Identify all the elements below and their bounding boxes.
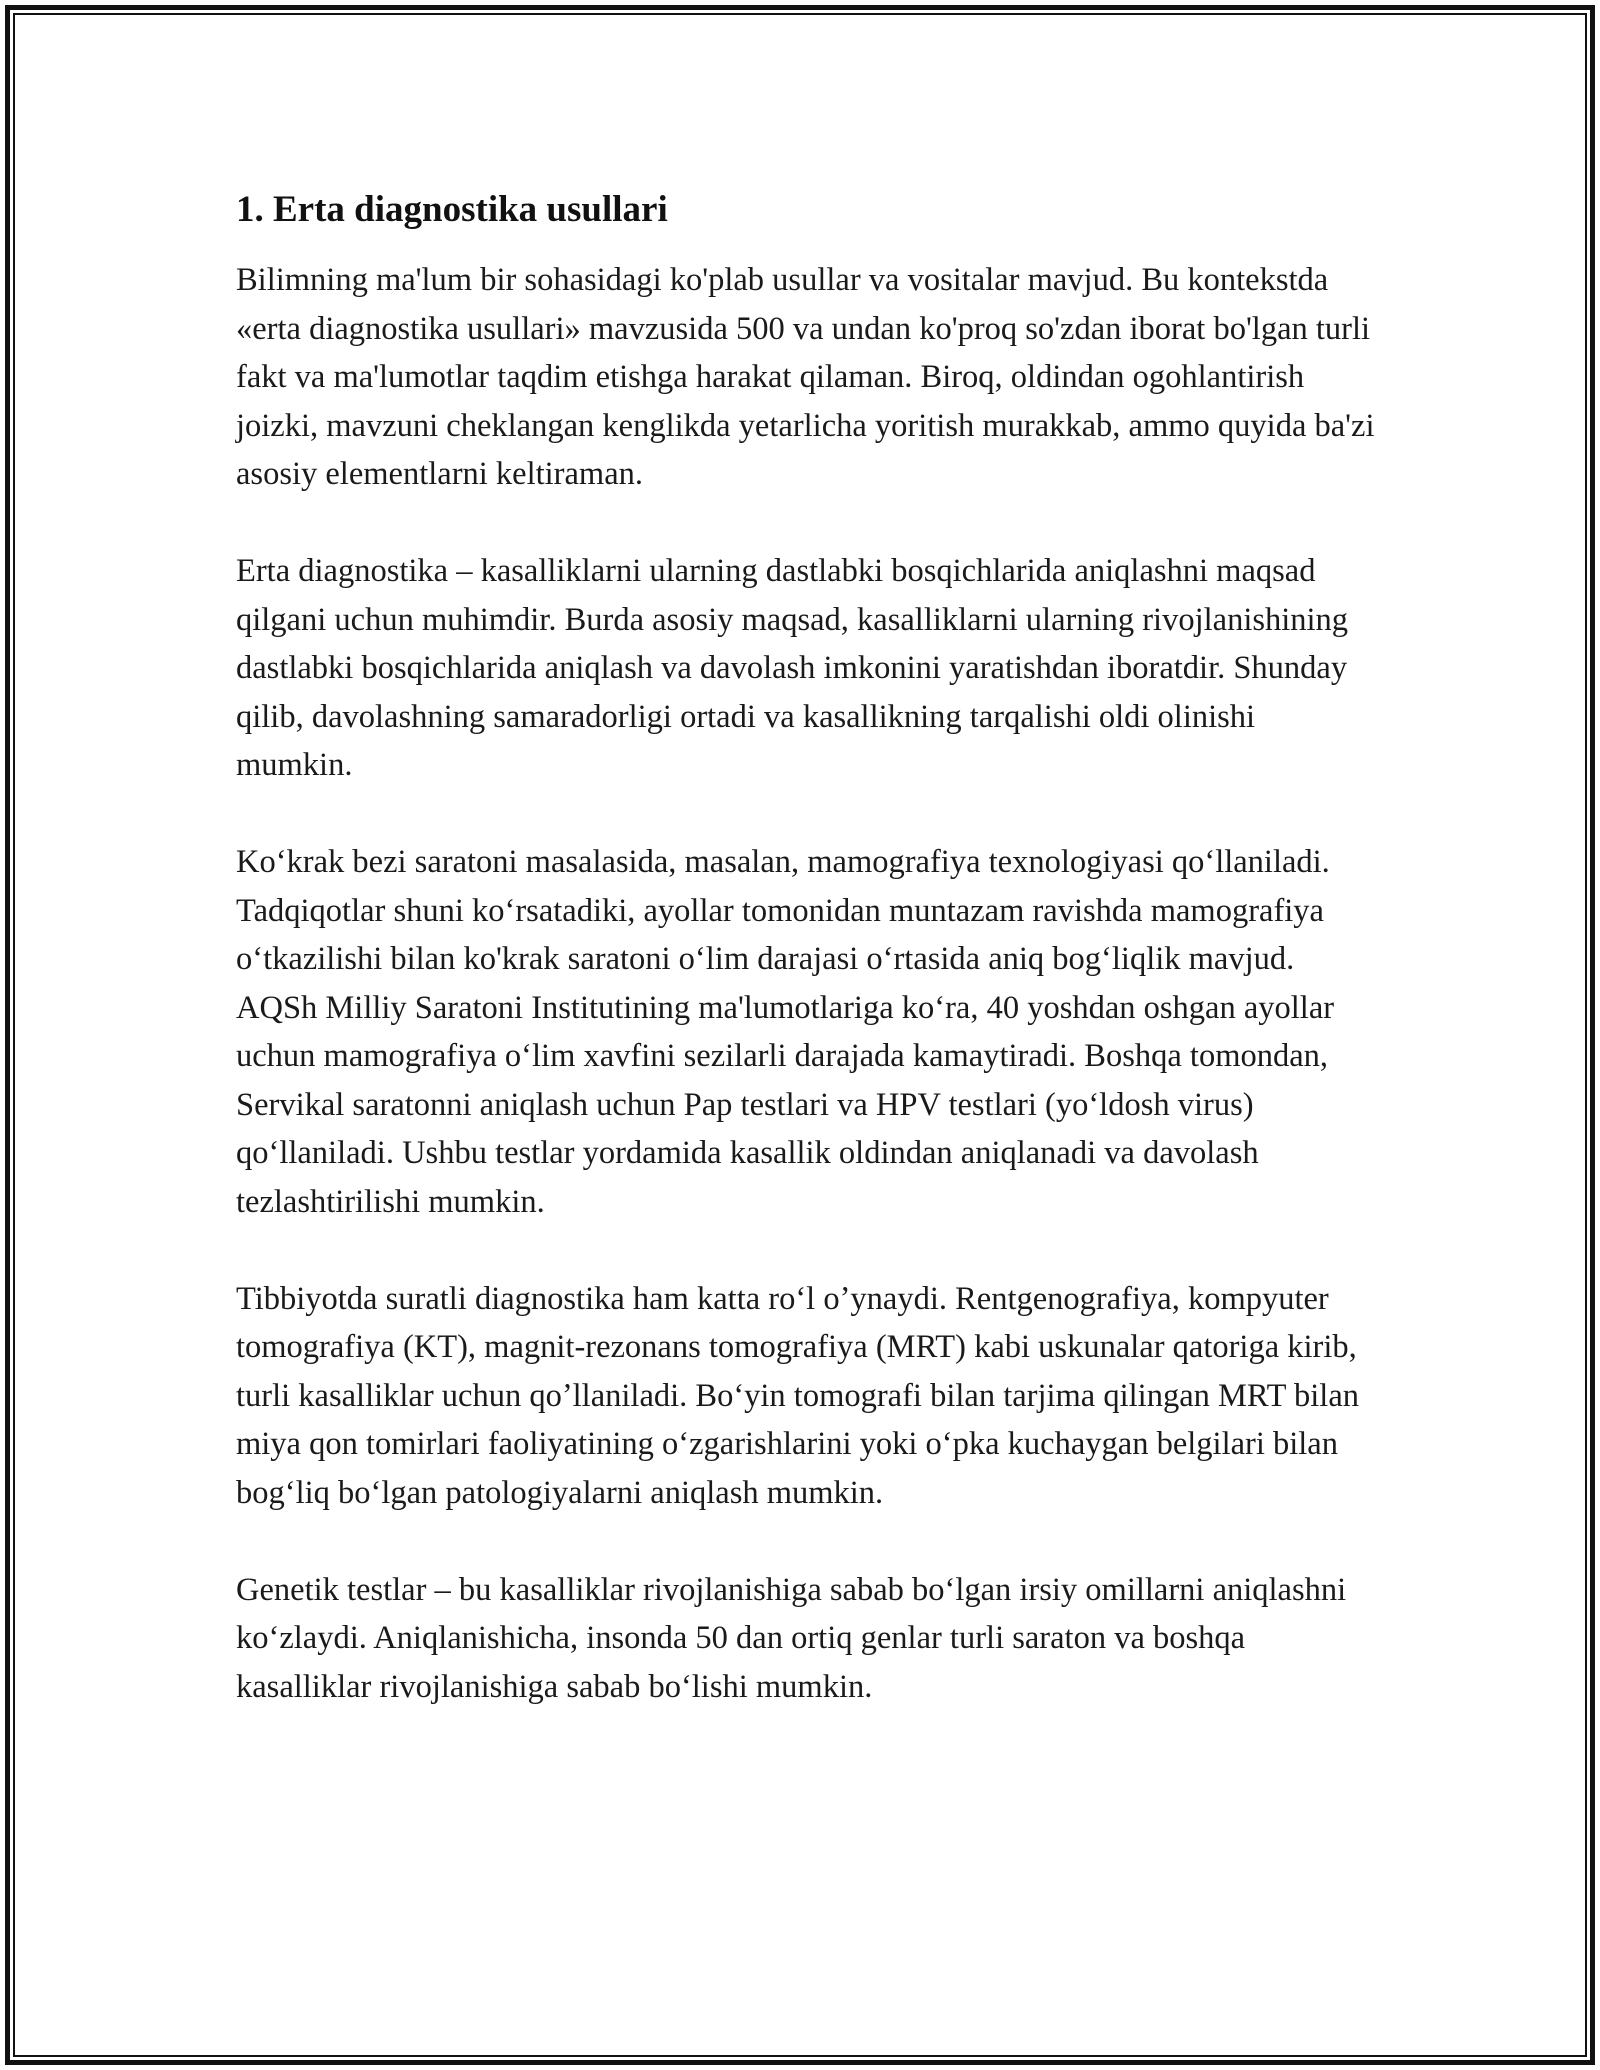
paragraph-intro: Bilimning ma'lum bir sohasidagi ko'plab usullar va vositalar mavjud. Bu kontekstda «erta diagnostika usullari» mavzusida 500 va undan ko'proq so'zdan iborat bo'lgan turli fakt va ma'lumotlar taqdim etishga harakat qilaman. Biroq, oldindan ogohlantirish joizki, mavzuni cheklangan kenglikda yetarlicha yoritish murakkab, ammo quyida ba'zi asosiy elementlarni keltiraman. [236,262,1375,492]
paragraph-mammography: Koʻkrak bezi saratoni masalasida, masalan, mamografiya texnologiyasi qoʻllaniladi. Tadqiqotlar shuni koʻrsatadiki, ayollar tomonidan muntazam ravishda mamografiya oʻtkazilishi bilan ko'krak saratoni oʻlim darajasi oʻrtasida aniq bogʻliqlik mavjud. AQSh Milliy Saratoni Institutining ma'lumotlariga koʻra, 40 yoshdan oshgan ayollar uchun mamografiya oʻlim xavfini sezilarli darajada kamaytiradi. Boshqa tomondan, Servikal saratonni aniqlash uchun Pap testlari va HPV testlari (yoʻldosh virus) qoʻllaniladi. Ushbu testlar yordamida kasallik oldindan aniqlanadi va davolash tezlashtirilishi mumkin. [236,844,1335,1220]
section-heading: 1. Erta diagnostika usullari [236,189,668,230]
document-body [236,186,1376,1760]
paragraph-genetic-tests: Genetik testlar – bu kasalliklar rivojlanishiga sabab boʻlgan irsiy omillarni aniqlashni koʻzlaydi. Aniqlanishicha, insonda 50 dan ortiq genlar turli saraton va boshqa kasalliklar rivojlanishiga sabab boʻlishi mumkin. [236,1571,1347,1705]
paragraph-early-diagnosis: Erta diagnostika – kasalliklarni ularning dastlabki bosqichlarida aniqlashni maqsad qilgani uchun muhimdir. Burda asosiy maqsad, kasalliklarni ularning rivojlanishining dastlabki bosqichlarida aniqlash va davolash imkonini yaratishdan iboratdir. Shunday qilib, davolashning samaradorligi ortadi va kasallikning tarqalishi oldi olinishi mumkin. [236,553,1349,783]
paragraph-imaging: Tibbiyotda suratli diagnostika ham katta roʻl oʼynaydi. Rentgenografiya, kompyuter tomografiya (KT), magnit-rezonans tomografiya (MRT) kabi uskunalar qatoriga kirib, turli kasalliklar uchun qoʼllaniladi. Boʻyin tomografi bilan tarjima qilingan MRT bilan miya qon tomirlari faoliyatining oʻzgarishlarini yoki oʻpka kuchaygan belgilari bilan bogʻliq boʻlgan patologiyalarni aniqlash mumkin. [236,1280,1359,1511]
